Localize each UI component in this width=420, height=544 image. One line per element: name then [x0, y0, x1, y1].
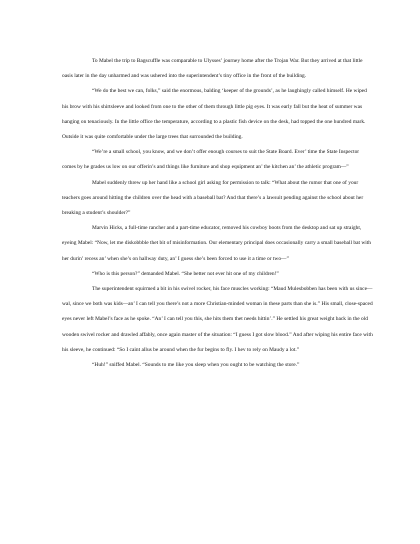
- paragraph-3: “We’re a small school, you know, and we don’t offer enough courses to suit the State Board. Ever’ time the State Inspector comes by he grades us low on our offerin’s and things like furniture and shop equipment an’ the kitchen an’ the athletic program—”: [62, 149, 360, 171]
- paragraph-1: To Mabel the trip to Bagscuffle was comparable to Ulysses’ journey home after the Trojan War. But they arrived at that little oasis later in the day unharmed and was ushered into the superintendent’s tiny office in the front of the building.: [62, 58, 363, 80]
- paragraph-6: “Who is this person?” demanded Mabel. “She better not ever hit one of my children!”: [92, 270, 279, 277]
- paragraph-2: “We do the best we can, folks,” said the enormous, balding ‘keeper of the grounds’, as he laughingly called himself. He wiped his brow with his shirtsleeve and looked from one to the other of them through little pig eyes. It was early fall but the heat of summer was hanging on tenaciously. In the little office the temperature, according to a plastic fish device on the desk, had topped the one hundred mark. Outside it was quite comfortable under the large trees that surrounded the building.: [62, 88, 367, 141]
- paragraph-8: “Huh!” sniffed Mabel. “Sounds to me like you sleep when you ought to be watching the store.”: [92, 362, 300, 369]
- paragraph-4: Mabel suddenly threw up her hand like a school girl asking for permission to talk: “What about the rumor that one of your teachers goes around hitting the children over the head with a baseball bat? And that there’s a lawsuit pending against the school about her breaking a student’s shoulder?”: [62, 179, 364, 217]
- paragraph-7: The superintendent squirmed a bit in his swivel rocker, his face muscles working: “Maud Mulesbobben has been with us since—wal, since we both was kids—an’ I can tell you there’s not a more Christian-minded woman in these parts than she is.” His small, close-spaced eyes never left Mabel’s face as he spoke. “An’ I can tell you this, she hits them thet needs hittin’.” He settled his great weight back in the old wooden swivel rocker and drawled affably, once again master of the situation: “I guess I got slow blood.” And after wiping his entire face with his sleeve, he continued: “So I caint allus be around when the fur begins to fly. I hev to rely on Maudy a lot.”: [62, 286, 373, 353]
- paragraph-5: Marvin Hicks, a full-time rancher and a part-time educator, removed his cowboy boots from the desktop and sat up straight, eyeing Mabel: “Now, let me diskobbble thet bit of misinformation. Our elementary principal does occasionally carry a small baseball bat with her durin’ recess an’ when she’s on hallway duty, an’ I guess she’s been forced to use it a time or two—”: [62, 225, 372, 262]
